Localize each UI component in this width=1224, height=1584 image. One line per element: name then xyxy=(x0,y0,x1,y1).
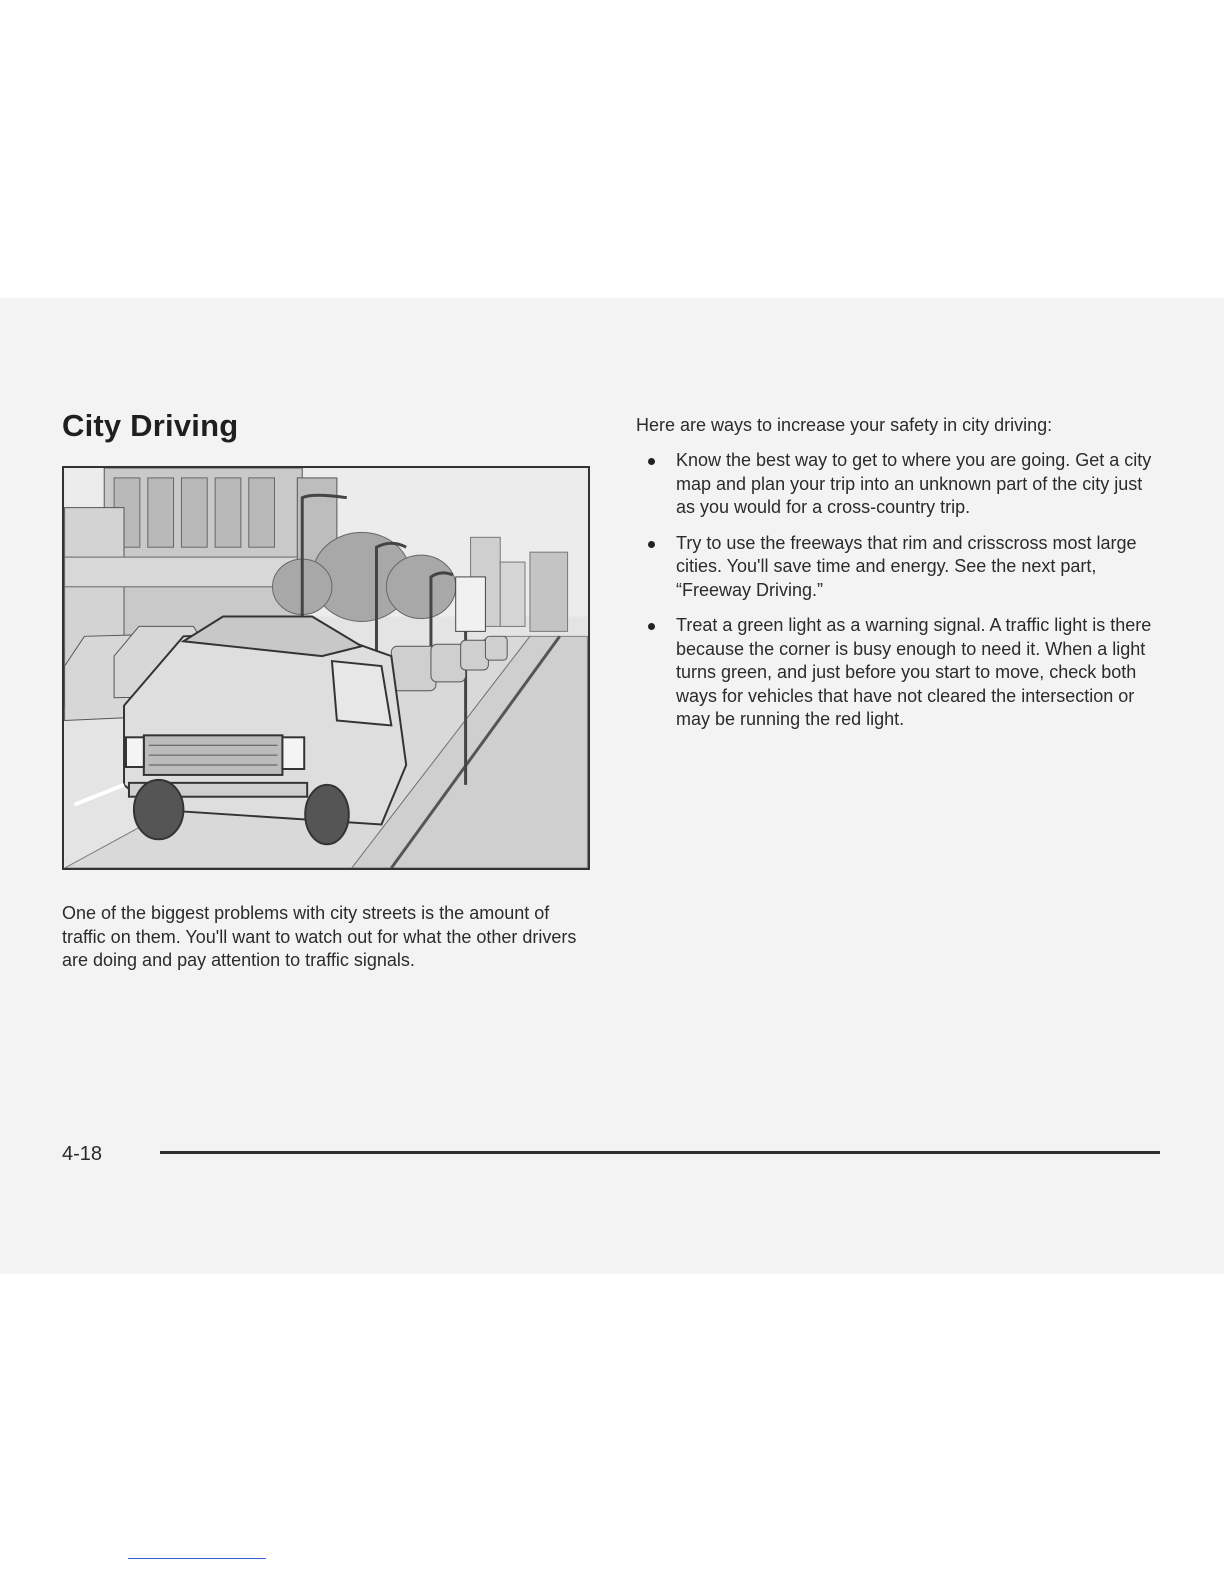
page-number: 4-18 xyxy=(62,1143,103,1165)
list-item-text: Try to use the freeways that rim and crisscross most large cities. You'll save time and energy. See the next part, “Freeway Driving.” xyxy=(676,532,1137,600)
intro-paragraph: One of the biggest problems with city streets is the amount of traffic on them. You'll want to watch out for what the other drivers are doing and pay attention to traffic signals. xyxy=(62,903,577,970)
list-item xyxy=(646,449,1166,520)
list-item xyxy=(646,532,1166,603)
safety-intro: Here are ways to increase your safety in city driving: xyxy=(636,415,1053,435)
list-item-text: Treat a green light as a warning signal. A traffic light is there because the corner is busy enough to need it. When a light turns green, and just before you start to move, check both ways for vehicles that have not cleared the intersection or may be running the red light. xyxy=(676,615,1152,729)
footer-divider xyxy=(160,1151,1160,1154)
section-title: City Driving xyxy=(62,408,239,443)
city-driving-illustration xyxy=(62,466,590,870)
list-item-text: Know the best way to get to where you are going. Get a city map and plan your trip into an unknown part of the city just as you would for a cross-country trip. xyxy=(676,450,1152,517)
safety-tips-list xyxy=(646,449,1166,744)
bullet-icon xyxy=(648,458,655,465)
list-item xyxy=(646,614,1166,732)
bullet-icon xyxy=(648,541,655,548)
city-street-van-icon xyxy=(64,468,588,868)
link-underline[interactable] xyxy=(128,1558,266,1559)
bullet-icon xyxy=(648,623,655,630)
